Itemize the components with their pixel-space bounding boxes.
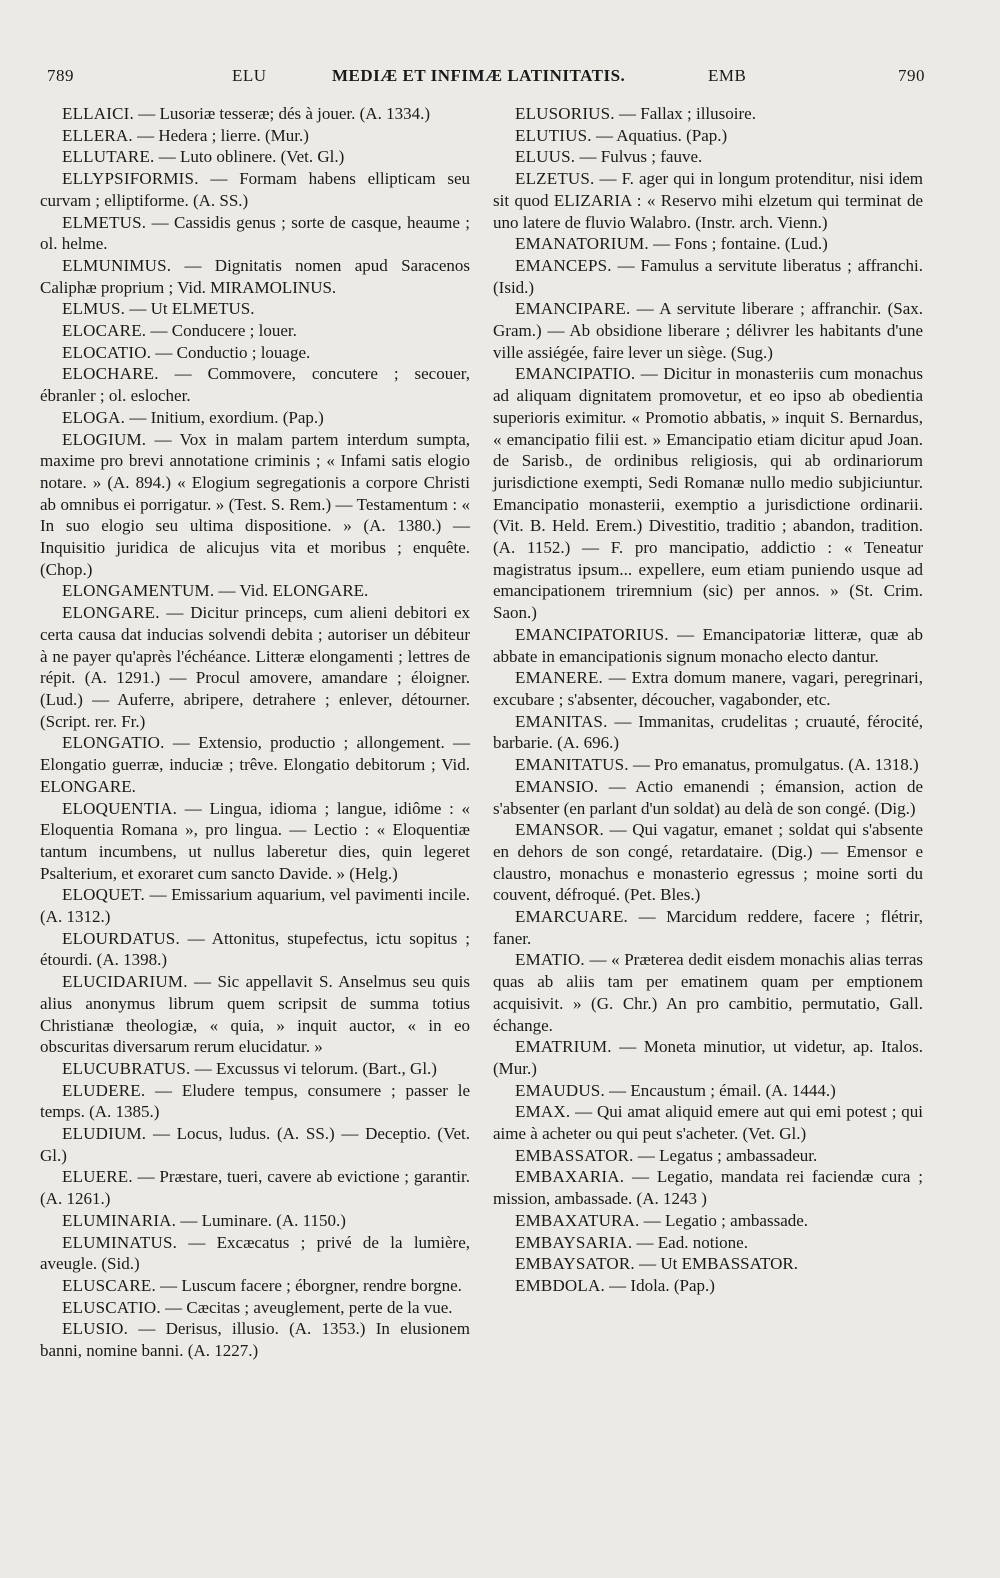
entry-definition: — Luminare. (A. 1150.)	[176, 1210, 346, 1230]
dictionary-entry	[493, 1036, 923, 1079]
entry-headword: ELLAICI.	[62, 104, 134, 123]
entry-headword: EMANCEPS.	[515, 255, 612, 275]
entry-definition: — Vid. ELONGARE.	[214, 581, 369, 601]
entry-headword: ELUSCATIO.	[62, 1297, 161, 1317]
entry-headword: ELOCARE.	[62, 321, 147, 341]
dictionary-entry	[40, 884, 470, 927]
dictionary-entry	[40, 1275, 470, 1297]
dictionary-entry	[40, 146, 470, 168]
entry-headword: EMBAXARIA.	[515, 1167, 625, 1187]
entry-definition: — « Præterea dedit eisdem monachis alias terras quas ab aliis tam per ematinem quam per emptionem acquisivit. » (G. Chr.) An pro cambitio, permutatio, Gall. échange.	[493, 950, 923, 1035]
dictionary-entry	[493, 1275, 923, 1297]
entry-headword: ELMUNIMUS.	[62, 255, 172, 275]
dictionary-entry	[40, 342, 470, 364]
entry-headword: EMBAYSATOR.	[515, 1254, 635, 1274]
running-header	[0, 66, 1000, 94]
entry-headword: ELUERE.	[62, 1167, 133, 1187]
page-number-right: 790	[898, 66, 925, 85]
left-column	[40, 103, 470, 1362]
entry-definition: — Qui amat aliquid emere aut qui emi potest ; qui aime à acheter ou qui peut s'acheter. (Vet. Gl.)	[493, 1102, 923, 1144]
page-number-left: 789	[47, 66, 74, 85]
entry-definition: — Marcidum reddere, facere ; flétrir, faner.	[493, 907, 923, 948]
dictionary-entry	[40, 1058, 470, 1080]
guide-word-right: EMB	[708, 66, 747, 85]
entry-headword: EMANCIPATIO.	[515, 364, 636, 384]
entry-headword: ELUMINATUS.	[62, 1232, 178, 1252]
entry-headword: EMAX.	[515, 1102, 571, 1122]
entry-headword: ELOQUENTIA.	[62, 798, 178, 818]
dictionary-entry	[493, 711, 923, 754]
entry-headword: ELLUTARE.	[62, 147, 155, 167]
entry-headword: EMANSOR.	[515, 820, 604, 840]
entry-headword: EMAUDUS.	[515, 1080, 605, 1100]
dictionary-entry	[40, 1166, 470, 1209]
entry-definition: — Derisus, illusio. (A. 1353.) In elusionem banni, nomine banni. (A. 1227.)	[40, 1319, 470, 1361]
entry-headword: ELZETUS.	[515, 169, 595, 189]
dictionary-entry	[40, 928, 470, 971]
running-title: MEDIÆ ET INFIMÆ LATINITATIS.	[332, 66, 626, 85]
entry-headword: ELLERA.	[62, 125, 133, 145]
entry-definition: — Commovere, concutere ; secouer, ébranler ; ol. eslocher.	[40, 364, 470, 406]
entry-definition: — Extensio, productio ; allongement. — Elongatio guerræ, induciæ ; trêve. Elongatio debitorum ; Vid. ELONGARE.	[40, 733, 470, 796]
entry-definition: — Idola. (Pap.)	[604, 1275, 715, 1295]
guide-word-left: ELU	[232, 66, 267, 85]
dictionary-entry	[40, 125, 470, 147]
dictionary-entry	[493, 906, 923, 949]
dictionary-entry	[40, 429, 470, 581]
entry-headword: EMBASSATOR.	[515, 1145, 634, 1165]
entry-definition: — Emancipatoriæ litteræ, quæ ab abbate in emancipationis signum monacho electo dantur.	[493, 624, 923, 666]
entry-headword: ELMETUS.	[62, 212, 147, 232]
entry-headword: ELUSORIUS.	[515, 104, 615, 123]
entry-headword: ELUMINARIA.	[62, 1210, 177, 1230]
entry-headword: EMATIO.	[515, 950, 585, 970]
entry-headword: ELOURDATUS.	[62, 928, 180, 948]
entry-definition: — Legatus ; ambassadeur.	[633, 1145, 818, 1165]
dictionary-entry	[40, 1080, 470, 1123]
dictionary-entry	[40, 1210, 470, 1232]
entry-headword: ELONGARE.	[62, 603, 160, 623]
entry-headword: EMANSIO.	[515, 776, 599, 796]
entry-headword: ELONGAMENTUM.	[62, 581, 215, 601]
entry-headword: ELOCHARE.	[62, 364, 159, 384]
entry-definition: — Dignitatis nomen apud Saracenos Caliphæ proprium ; Vid. MIRAMOLINUS.	[40, 255, 470, 297]
dictionary-entry	[40, 602, 470, 732]
dictionary-entry	[40, 1232, 470, 1275]
entry-headword: EMBAXATURA.	[515, 1210, 640, 1230]
entry-definition: — Famulus a servitute liberatus ; affranchi. (Isid.)	[493, 255, 923, 297]
entry-definition: — Præstare, tueri, cavere ab evictione ; garantir. (A. 1261.)	[40, 1167, 470, 1209]
dictionary-entry	[493, 1101, 923, 1144]
entry-headword: ELUUS.	[515, 147, 576, 167]
entry-definition: — Ead. notione.	[632, 1232, 748, 1252]
entry-definition: — Legatio, mandata rei faciendæ cura ; mission, ambassade. (A. 1243 )	[493, 1167, 923, 1209]
entry-definition: — Pro emanatus, promulgatus. (A. 1318.)	[628, 755, 919, 775]
entry-headword: EMANATORIUM.	[515, 234, 649, 254]
entry-definition: — Vox in malam partem interdum sumpta, maxime pro brevi annotatione criminis ; « Infami satis elogio notare. » (A. 894.) « Elogium segregationis a corpore Christi ab omnibus ei porrigatur. » (Test. S. Rem.) — Testamentum : « In suo elogio seu ultima dispositione. » (A. 1380.) — Inquisitio juridica de alicujus vita et moribus ; enquête. (Chop.)	[40, 429, 470, 579]
entry-definition: — Immanitas, crudelitas ; cruauté, férocité, barbarie. (A. 696.)	[493, 711, 923, 753]
entry-definition: — Fulvus ; fauve.	[575, 147, 703, 167]
dictionary-entry	[40, 732, 470, 797]
dictionary-entry	[40, 798, 470, 885]
entry-headword: EMBDOLA.	[515, 1275, 605, 1295]
dictionary-entry	[493, 103, 923, 125]
dictionary-entry	[493, 667, 923, 710]
dictionary-entry	[40, 298, 470, 320]
dictionary-entry	[40, 971, 470, 1058]
dictionary-entry	[493, 255, 923, 298]
entry-definition: — Fons ; fontaine. (Lud.)	[648, 234, 828, 254]
entry-definition: — Luto oblinere. (Vet. Gl.)	[154, 147, 345, 167]
entry-definition: — Excæcatus ; privé de la lumière, aveugle. (Sid.)	[40, 1232, 470, 1274]
dictionary-entry	[40, 1123, 470, 1166]
entry-definition: — Eludere tempus, consumere ; passer le temps. (A. 1385.)	[40, 1080, 470, 1122]
entry-headword: ELUSCARE.	[62, 1275, 156, 1295]
entry-headword: EMARCUARE.	[515, 907, 628, 927]
entry-headword: ELUCIDARIUM.	[62, 972, 188, 992]
entry-definition: — Formam habens ellipticam seu curvam ; elliptiforme. (A. SS.)	[40, 169, 470, 210]
right-column	[493, 103, 923, 1297]
dictionary-entry	[493, 125, 923, 147]
dictionary-entry	[493, 363, 923, 623]
entry-definition: — Attonitus, stupefectus, ictu sopitus ; étourdi. (A. 1398.)	[40, 928, 470, 970]
entry-definition: — Cæcitas ; aveuglement, perte de la vue.	[160, 1297, 453, 1317]
dictionary-entry	[40, 320, 470, 342]
dictionary-entry	[493, 1253, 923, 1275]
entry-definition: — Extra domum manere, vagari, peregrinari, excubare ; s'absenter, découcher, vagabonder, etc.	[493, 668, 923, 709]
entry-headword: ELOCATIO.	[62, 342, 152, 362]
entry-definition: — Dicitur in monasteriis cum monachus ad aliquam dignitatem promovetur, et eo ipso ab obedientia superioris eximitur. « Promotio abbatis, » inquit S. Bernardus, « emancipatio filii est. » Emancipatio etiam dicitur apud Joan. de Sarisb., de ordinibus religiosis, qui ab ordinariorum jurisdictione exempti, Sedi Romanæ nullo medio subjiciuntur. Emancipatio monasterii, exemptio a jurisdictione ordinarii. (Vit. B. Held. Erem.) Divestitio, traditio ; abandon, tradition. (A. 1152.) — F. pro mancipatio, addictio : « Teneatur magistratus ipsum... expellere, eum etiam puniendo usque ad emancipationem triremnium (sic) per annos. » (St. Crim. Saon.)	[493, 364, 923, 623]
entry-definition: — Hedera ; lierre. (Mur.)	[132, 125, 309, 145]
entry-headword: ELOGIUM.	[62, 429, 147, 449]
entry-definition: — Conductio ; louage.	[151, 342, 311, 362]
entry-headword: ELOGA.	[62, 407, 126, 427]
entry-headword: ELUCUBRATUS.	[62, 1058, 191, 1078]
dictionary-entry	[493, 819, 923, 906]
dictionary-entry	[493, 168, 923, 233]
dictionary-entry	[493, 776, 923, 819]
entry-headword: ELLYPSIFORMIS.	[62, 169, 199, 189]
entry-definition: — Fallax ; illusoire.	[614, 104, 756, 123]
entry-headword: EMANITAS.	[515, 711, 608, 731]
dictionary-entry	[40, 1318, 470, 1361]
entry-headword: EMANCIPARE.	[515, 299, 631, 319]
dictionary-entry	[40, 255, 470, 298]
entry-headword: ELOQUET.	[62, 885, 145, 905]
entry-definition: — Moneta minutior, ut videtur, ap. Italos. (Mur.)	[493, 1037, 923, 1078]
entry-definition: — Locus, ludus. (A. SS.) — Deceptio. (Vet. Gl.)	[40, 1124, 470, 1165]
entry-definition: — Sic appellavit S. Anselmus seu quis alius anonymus librum quem scripsit de summa totius Christianæ theologiæ, « quia, » inquit auctor, « in eo obscuritas diversarum rerum elucidatur. »	[40, 972, 470, 1057]
entry-definition: — Lusoriæ tesseræ; dés à jouer. (A. 1334.)	[133, 104, 430, 123]
entry-headword: ELMUS.	[62, 299, 126, 319]
entry-headword: ELUTIUS.	[515, 125, 592, 145]
entry-definition: — Actio emanendi ; émansion, action de s'absenter (en parlant d'un soldat) au delà de son congé. (Dig.)	[493, 776, 923, 818]
entry-definition: — Lingua, idioma ; langue, idiôme : « Eloquentia Romana », pro lingua. — Lectio : « Eloquentiæ tantum incumbens, ut nullus laberetur dies, quin legeret Psalterium, et exoraret cum sancto Davide. » (Helg.)	[40, 798, 470, 883]
dictionary-entry	[40, 363, 470, 406]
entry-definition: — Ut EMBASSATOR.	[634, 1254, 798, 1274]
entry-headword: ELUSIO.	[62, 1319, 129, 1339]
entry-headword: EMATRIUM.	[515, 1037, 612, 1057]
dictionary-entry	[493, 624, 923, 667]
entry-definition: — Luscum facere ; éborgner, rendre borgne.	[155, 1275, 462, 1295]
dictionary-entry	[493, 233, 923, 255]
entry-definition: — Cassidis genus ; sorte de casque, heaume ; ol. helme.	[40, 212, 470, 254]
entry-definition: — Conducere ; louer.	[146, 321, 297, 341]
dictionary-entry	[40, 168, 470, 211]
entry-definition: — Encaustum ; émail. (A. 1444.)	[604, 1080, 836, 1100]
dictionary-entry	[493, 1166, 923, 1209]
dictionary-entry	[493, 1145, 923, 1167]
dictionary-entry	[40, 103, 470, 125]
entry-definition: — Dicitur princeps, cum alieni debitori ex certa causa dat inducias solvendi debita ; autoriser un débiteur à ne payer qu'après l'échéance. Litteræ elongamenti ; lettres de répit. (A. 1291.) — Procul amovere, amandare ; éloigner. (Lud.) — Auferre, abripere, detrahere ; enlever, détourner. (Script. rer. Fr.)	[40, 603, 470, 731]
entry-definition: — Legatio ; ambassade.	[639, 1210, 809, 1230]
dictionary-entry	[493, 1232, 923, 1254]
dictionary-entry	[40, 407, 470, 429]
entry-headword: ELONGATIO.	[62, 733, 165, 753]
dictionary-entry	[40, 580, 470, 602]
entry-headword: ELUDERE.	[62, 1080, 146, 1100]
entry-definition: — Aquatius. (Pap.)	[591, 125, 728, 145]
dictionary-entry	[493, 146, 923, 168]
entry-headword: EMBAYSARIA.	[515, 1232, 633, 1252]
entry-headword: ELUDIUM.	[62, 1124, 147, 1144]
dictionary-entry	[493, 949, 923, 1036]
dictionary-entry	[493, 1210, 923, 1232]
dictionary-entry	[40, 212, 470, 255]
entry-definition: — Qui vagatur, emanet ; soldat qui s'absente en dehors de son congé, retardataire. (Dig.) — Emensor e claustro, monachus e monasterio egressus ; moine sorti du couvent, défroqué. (Pet. Bles.)	[493, 820, 923, 905]
entry-headword: EMANERE.	[515, 668, 604, 688]
dictionary-entry	[493, 1080, 923, 1102]
entry-definition: — Excussus vi telorum. (Bart., Gl.)	[190, 1058, 437, 1078]
dictionary-entry	[493, 754, 923, 776]
entry-headword: EMANITATUS.	[515, 755, 629, 775]
dictionary-entry	[493, 298, 923, 363]
entry-definition: — F. ager qui in longum protenditur, nisi idem sit quod ELIZARIA : « Reservo mihi elzetum qui terminat de uno latere de fluvio Walabro. (Instr. arch. Vienn.)	[493, 169, 923, 232]
entry-definition: — Ut ELMETUS.	[125, 299, 255, 319]
entry-definition: — Emissarium aquarium, vel pavimenti incile. (A. 1312.)	[40, 885, 470, 927]
entry-definition: — Initium, exordium. (Pap.)	[125, 407, 324, 427]
entry-headword: EMANCIPATORIUS.	[515, 624, 669, 644]
entry-definition: — A servitute liberare ; affranchir. (Sax. Gram.) — Ab obsidione liberare ; délivrer les habitants d'une ville assiégée, faire lever un siège. (Sug.)	[493, 299, 923, 362]
dictionary-entry	[40, 1297, 470, 1319]
